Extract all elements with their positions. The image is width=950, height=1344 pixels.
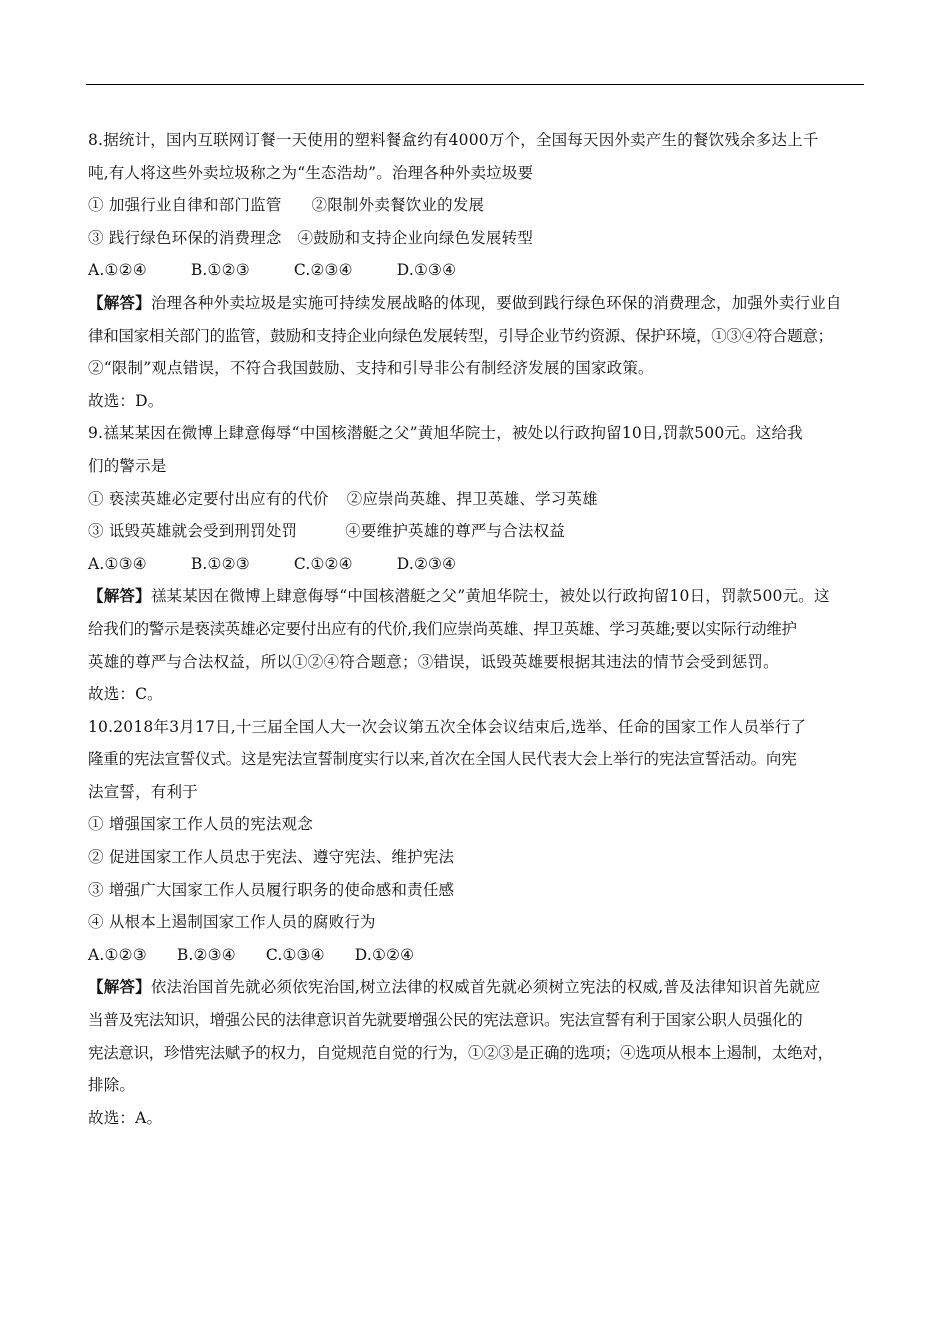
q10-stem-line-1: 10.2018年3月17日,十三届全国人大一次会议第五次全体会议结束后,选举、任命的国家工作人员举行了 xyxy=(88,717,807,736)
q10-choice-d: D.①②④ xyxy=(354,945,415,964)
q10-choice-c: C.①③④ xyxy=(265,945,325,964)
q9-answer-line-1 xyxy=(88,580,868,613)
q10-choice-b: B.②③④ xyxy=(176,945,236,964)
q8-option-2: ②限制外卖餐饮业的发展 xyxy=(311,196,485,215)
q9-answer-text-1: 禚某某因在微博上肆意侮辱“中国核潜艇之父”黄旭华院士，被处以行政拘留10日，罚款500元。这 xyxy=(150,587,830,606)
q8-option-3: ③ 践行绿色环保的消费理念 xyxy=(88,228,282,247)
q8-choice-a: A.①②④ xyxy=(88,261,147,280)
q9-answer-line-3: 英雄的尊严与合法权益，所以①②④符合题意；③错误，诋毁英雄要根据其违法的情节会受到惩罚。 xyxy=(88,652,779,671)
q8-answer-text-1: 治理各种外卖垃圾是实施可持续发展战略的体现，要做到践行绿色环保的消费理念，加强外卖行业自 xyxy=(150,293,842,312)
q9-option-1: ① 亵渎英雄必定要付出应有的代价 xyxy=(88,489,329,508)
q8-answer-line-2: 律和国家相关部门的监管，鼓励和支持企业向绿色发展转型，引导企业节约资源、保护环境，①③④符合题意； xyxy=(88,326,833,345)
q9-answer-line-2: 给我们的警示是亵渎英雄必定要付出应有的代价,我们应崇尚英雄、捍卫英雄、学习英雄;要以实际行动维护 xyxy=(88,619,797,638)
q9-options-row-1 xyxy=(88,483,868,516)
q8-options-row-2 xyxy=(88,222,868,255)
q8-choices xyxy=(88,254,868,287)
q10-choice-a: A.①②③ xyxy=(88,945,147,964)
q9-choice-d: D.②③④ xyxy=(396,554,457,573)
q8-option-1: ① 加强行业自律和部门监管 xyxy=(88,196,282,215)
q8-stem-line-2: 吨,有人将这些外卖垃圾称之为“生态浩劫”。治理各种外卖垃圾要 xyxy=(88,163,534,182)
q10-option-2: ② 促进国家工作人员忠于宪法、遵守宪法、维护宪法 xyxy=(88,848,455,867)
q9-option-2: ②应崇尚英雄、捍卫英雄、学习英雄 xyxy=(346,489,598,508)
q10-result: 故选：A。 xyxy=(88,1108,163,1127)
q10-stem-line-2: 隆重的宪法宣誓仪式。这是宪法宣誓制度实行以来,首次在全国人民代表大会上举行的宪法宣誓活动。向宪 xyxy=(88,750,797,769)
q10-stem-line-3: 法宣誓，有利于 xyxy=(88,782,198,801)
q8-stem-line-1: 8.据统计，国内互联网订餐一天使用的塑料餐盒约有4000万个，全国每天因外卖产生的餐饮残余多达上千 xyxy=(88,131,819,149)
q8-result: 故选：D。 xyxy=(88,391,164,410)
q10-option-1: ① 增强国家工作人员的宪法观念 xyxy=(88,815,313,834)
question-8 xyxy=(88,124,868,417)
q10-choices xyxy=(88,939,868,972)
q9-stem-line-1: 9.禚某某因在微博上肆意侮辱“中国核潜艇之父”黄旭华院士，被处以行政拘留10日,罚款500元。这给我 xyxy=(88,424,803,443)
q8-choice-c: C.②③④ xyxy=(293,261,353,280)
q10-answer-text-1: 依法治国首先就必须依宪治国,树立法律的权威首先就必须树立宪法的权威,普及法律知识首先就应 xyxy=(150,978,821,997)
q9-option-4: ④要维护英雄的尊严与合法权益 xyxy=(345,522,566,541)
header-rule xyxy=(86,84,864,85)
q8-choice-d: D.①③④ xyxy=(396,261,457,280)
q9-options-row-2 xyxy=(88,515,868,548)
q8-option-4: ④鼓励和支持企业向绿色发展转型 xyxy=(297,228,534,247)
q10-answer-line-1 xyxy=(88,971,868,1004)
q8-answer-line-3: ②“限制”观点错误，不符合我国鼓励、支持和引导非公有制经济发展的国家政策。 xyxy=(88,359,654,378)
q10-answer-line-2: 当普及宪法知识，增强公民的法律意识首先就要增强公民的宪法意识。宪法宣誓有利于国家公职人员强化的 xyxy=(88,1011,803,1030)
q9-option-3: ③ 诋毁英雄就会受到刑罚处罚 xyxy=(88,522,298,541)
q8-choice-b: B.①②③ xyxy=(190,261,250,280)
q9-result: 故选：C。 xyxy=(88,685,163,704)
document-body xyxy=(88,124,868,1134)
q8-answer-line-1 xyxy=(88,287,868,320)
q9-choice-b: B.①②③ xyxy=(190,554,250,573)
q9-choice-a: A.①③④ xyxy=(88,554,147,573)
q9-answer-tag: 【解答】 xyxy=(88,586,151,606)
q9-choices xyxy=(88,548,868,581)
q8-options-row-1 xyxy=(88,189,868,222)
q10-answer-tag: 【解答】 xyxy=(88,977,151,997)
q10-answer-line-4: 排除。 xyxy=(88,1076,136,1095)
q10-answer-line-3: 宪法意识，珍惜宪法赋予的权力，自觉规范自觉的行为，①②③是正确的选项；④选项从根本上遏制，太绝对， xyxy=(88,1043,833,1062)
question-9 xyxy=(88,417,868,710)
q10-option-3: ③ 增强广大国家工作人员履行职务的使命感和责任感 xyxy=(88,880,455,899)
q8-answer-tag: 【解答】 xyxy=(88,292,151,312)
question-10 xyxy=(88,711,868,1135)
q10-option-4: ④ 从根本上遏制国家工作人员的腐败行为 xyxy=(88,913,376,932)
q9-stem-line-2: 们的警示是 xyxy=(88,456,167,475)
q9-choice-c: C.①②④ xyxy=(293,554,353,573)
